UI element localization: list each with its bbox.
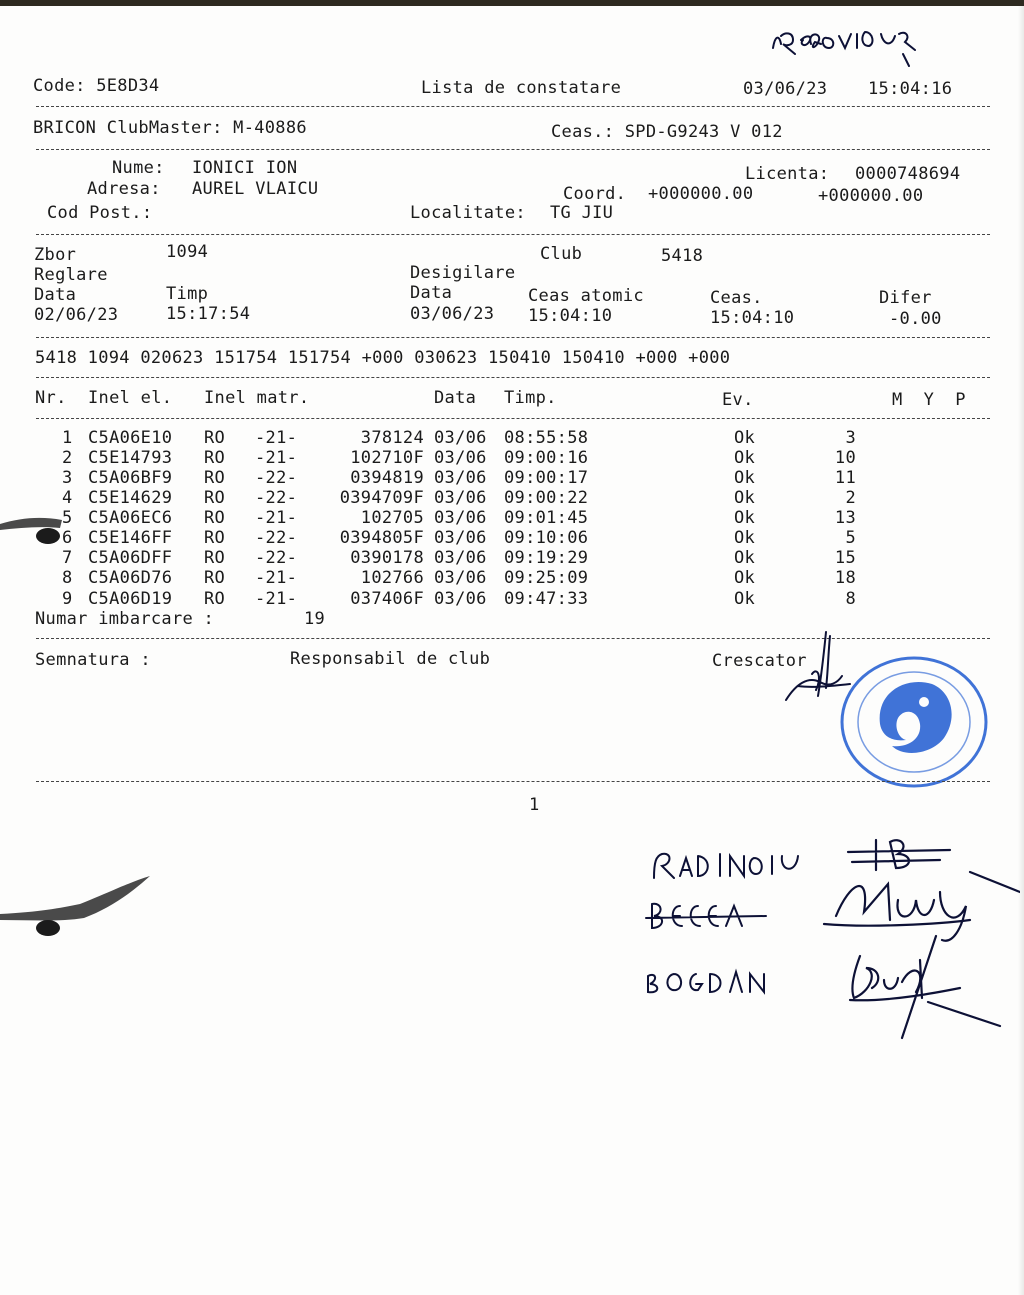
row-country: RO: [204, 448, 226, 468]
owner-address: AUREL VLAICU: [192, 179, 319, 199]
col-inel-el: Inel el.: [88, 388, 173, 408]
row-time: 09:00:22: [504, 488, 589, 508]
row-time: 09:47:33: [504, 589, 589, 609]
flight-label: Zbor: [34, 245, 77, 265]
col-ev: Ev.: [722, 390, 754, 410]
divider: [36, 337, 990, 338]
document-title: Lista de constatare: [421, 78, 622, 98]
row-m: 10: [834, 448, 856, 468]
row-time: 09:00:16: [504, 448, 589, 468]
code-label: Code: 5E8D34: [33, 76, 160, 96]
breeder-label: Crescator: [712, 651, 807, 671]
row-m: 2: [845, 488, 856, 508]
row-inel-el: C5A06DFF: [88, 548, 173, 568]
clock-time: 15:04:10: [710, 308, 795, 328]
row-nr: 4: [62, 488, 73, 508]
paper-right-shadow: [1018, 6, 1024, 1295]
license-label: Licenta:: [745, 164, 830, 184]
divider: [36, 781, 990, 782]
row-ring: 102710F: [350, 448, 424, 468]
row-date: 03/06: [434, 448, 487, 468]
clubmaster-id: BRICON ClubMaster: M-40886: [33, 118, 307, 138]
row-time: 09:00:17: [504, 468, 589, 488]
row-inel-el: C5A06EC6: [88, 508, 173, 528]
row-year: -22-: [255, 468, 298, 488]
row-m: 3: [845, 428, 856, 448]
desigilare-label: Desigilare: [410, 263, 516, 283]
row-m: 8: [845, 589, 856, 609]
col-inel-matr: Inel matr.: [204, 388, 310, 408]
atomic-clock-time: 15:04:10: [528, 306, 613, 326]
col-nr: Nr.: [35, 388, 67, 408]
header-time: 15:04:16: [868, 79, 953, 99]
row-country: RO: [204, 548, 226, 568]
staple-mark-icon: [0, 870, 160, 942]
row-m: 18: [834, 568, 856, 588]
row-ev: Ok: [734, 508, 756, 528]
row-nr: 7: [62, 548, 73, 568]
desig-date: 03/06/23: [410, 304, 495, 324]
coord-lat: +000000.00: [648, 184, 754, 204]
summary-line: 5418 1094 020623 151754 151754 +000 030623 150410 150410 +000 +000: [35, 348, 731, 368]
row-date: 03/06: [434, 468, 487, 488]
row-inel-el: C5E14793: [88, 448, 173, 468]
federation-stamp-icon: [836, 652, 992, 792]
divider: [36, 106, 990, 107]
locality-label: Localitate:: [410, 203, 526, 223]
atomic-clock-label: Ceas atomic: [528, 286, 644, 306]
locality-value: TG JIU: [550, 203, 614, 223]
row-ev: Ok: [734, 428, 756, 448]
row-nr: 9: [62, 589, 73, 609]
row-nr: 8: [62, 568, 73, 588]
row-country: RO: [204, 528, 226, 548]
row-date: 03/06: [434, 528, 487, 548]
col-timp: Timp.: [504, 388, 557, 408]
row-ring: 0394709F: [339, 488, 424, 508]
row-inel-el: C5A06E10: [88, 428, 173, 448]
row-ring: 0394805F: [339, 528, 424, 548]
divider: [36, 418, 990, 419]
reglare-time: 15:17:54: [166, 304, 251, 324]
name-label: Nume:: [112, 158, 165, 178]
staple-mark-icon: [0, 506, 90, 546]
row-date: 03/06: [434, 589, 487, 609]
row-inel-el: C5A06D76: [88, 568, 173, 588]
club-label: Club: [540, 244, 583, 264]
row-year: -22-: [255, 548, 298, 568]
row-m: 11: [834, 468, 856, 488]
boarding-count-label: Numar imbarcare :: [35, 609, 215, 629]
row-date: 03/06: [434, 428, 487, 448]
signature-label: Semnatura :: [35, 650, 151, 670]
header-date: 03/06/23: [743, 79, 828, 99]
row-nr: 2: [62, 448, 73, 468]
address-label: Adresa:: [87, 179, 161, 199]
row-ring: 102705: [360, 508, 424, 528]
reglare-date: 02/06/23: [34, 305, 119, 325]
row-time: 09:25:09: [504, 568, 589, 588]
row-time: 08:55:58: [504, 428, 589, 448]
row-country: RO: [204, 488, 226, 508]
col-myp: M Y P: [892, 390, 966, 410]
row-inel-el: C5A06D19: [88, 589, 173, 609]
handwritten-names: [640, 832, 1020, 1062]
row-time: 09:19:29: [504, 548, 589, 568]
divider: [36, 377, 990, 378]
divider: [36, 149, 990, 150]
page-number: 1: [529, 795, 540, 815]
row-year: -21-: [255, 428, 298, 448]
row-ring: 0390178: [350, 548, 424, 568]
breeder-signature: [778, 626, 858, 710]
desig-data-label: Data: [410, 283, 453, 303]
row-ev: Ok: [734, 589, 756, 609]
postal-code-label: Cod Post.:: [47, 203, 153, 223]
row-ev: Ok: [734, 548, 756, 568]
row-ev: Ok: [734, 568, 756, 588]
row-inel-el: C5A06BF9: [88, 468, 173, 488]
row-country: RO: [204, 568, 226, 588]
row-nr: 6: [62, 528, 73, 548]
row-inel-el: C5E14629: [88, 488, 173, 508]
row-ring: 378124: [360, 428, 424, 448]
flight-number: 1094: [166, 242, 209, 262]
row-ring: 102766: [360, 568, 424, 588]
row-ev: Ok: [734, 488, 756, 508]
row-ring: 0394819: [350, 468, 424, 488]
row-m: 13: [834, 508, 856, 528]
row-ev: Ok: [734, 528, 756, 548]
row-country: RO: [204, 468, 226, 488]
row-year: -21-: [255, 508, 298, 528]
reglare-label: Reglare: [34, 265, 108, 285]
divider: [36, 234, 990, 235]
row-nr: 3: [62, 468, 73, 488]
diff-value: -0.00: [889, 309, 942, 329]
row-time: 09:10:06: [504, 528, 589, 548]
row-year: -21-: [255, 568, 298, 588]
row-inel-el: C5E146FF: [88, 528, 173, 548]
row-year: -22-: [255, 528, 298, 548]
coord-label: Coord.: [563, 184, 627, 204]
club-number: 5418: [661, 246, 704, 266]
diff-label: Difer: [879, 288, 932, 308]
row-country: RO: [204, 589, 226, 609]
row-year: -21-: [255, 589, 298, 609]
row-date: 03/06: [434, 568, 487, 588]
boarding-count: 19: [304, 609, 326, 629]
row-date: 03/06: [434, 548, 487, 568]
row-nr: 5: [62, 508, 73, 528]
row-year: -21-: [255, 448, 298, 468]
clock-label: Ceas.: [710, 288, 763, 308]
row-ring: 037406F: [350, 589, 424, 609]
row-m: 15: [834, 548, 856, 568]
coord-lon: +000000.00: [818, 186, 924, 206]
row-ev: Ok: [734, 448, 756, 468]
row-country: RO: [204, 428, 226, 448]
row-date: 03/06: [434, 508, 487, 528]
col-data: Data: [434, 388, 477, 408]
owner-name: IONICI ION: [192, 158, 298, 178]
reglare-data-label: Data: [34, 285, 77, 305]
row-ev: Ok: [734, 468, 756, 488]
clock-id: Ceas.: SPD-G9243 V 012: [551, 122, 783, 142]
row-time: 09:01:45: [504, 508, 589, 528]
row-date: 03/06: [434, 488, 487, 508]
row-m: 5: [845, 528, 856, 548]
reglare-time-label: Timp: [166, 284, 209, 304]
row-nr: 1: [62, 428, 73, 448]
row-year: -22-: [255, 488, 298, 508]
club-responsible-label: Responsabil de club: [290, 649, 491, 669]
handwritten-top-note: [765, 14, 945, 70]
row-country: RO: [204, 508, 226, 528]
license-number: 0000748694: [855, 164, 961, 184]
